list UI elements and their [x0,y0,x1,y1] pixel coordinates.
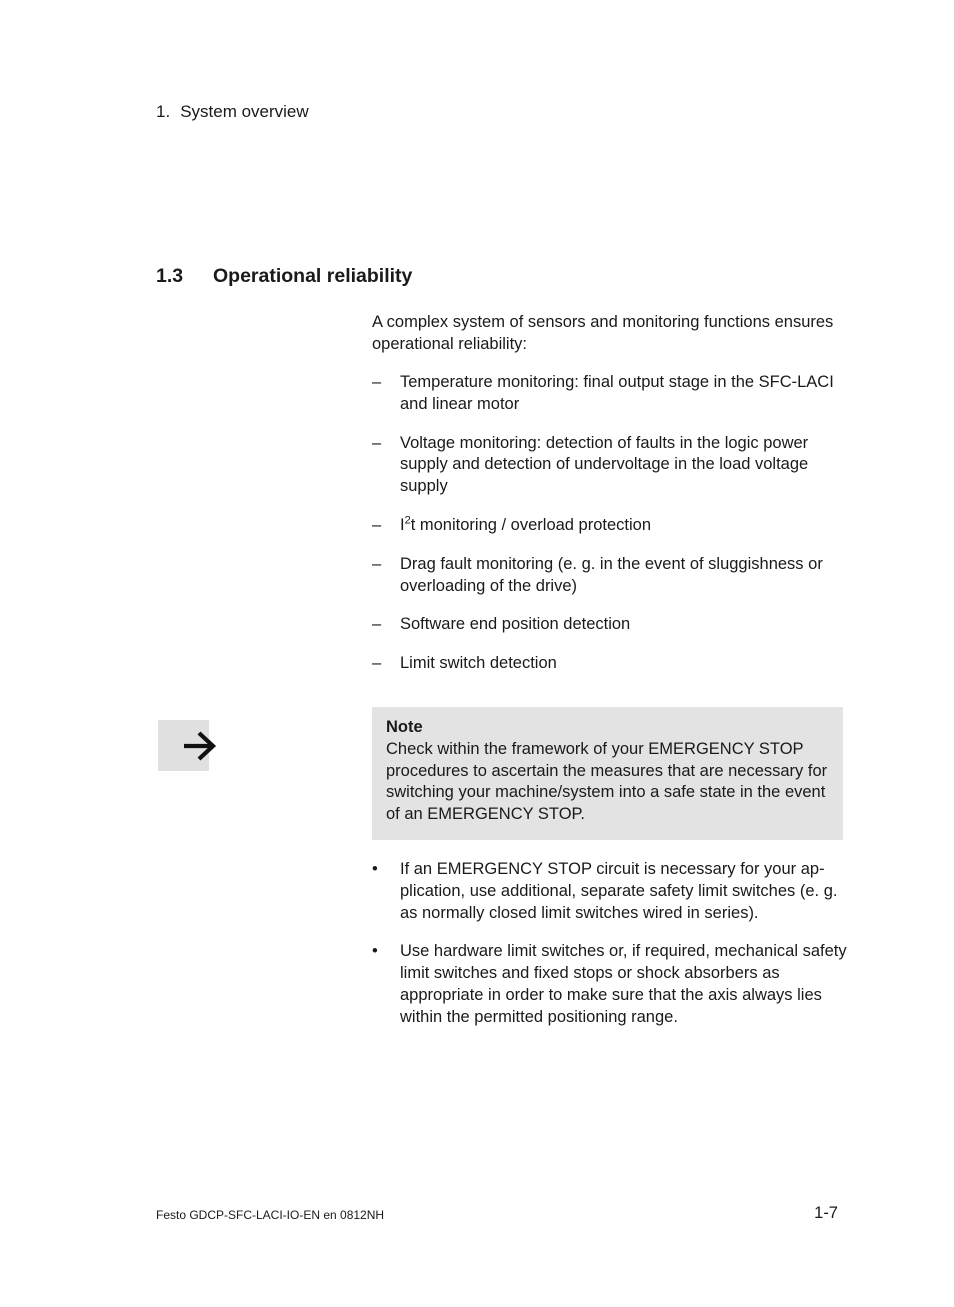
list-item-text [400,516,651,534]
page-number: 1-7 [814,1204,838,1222]
list-item [372,941,847,1028]
bullet-marker: • [372,942,378,961]
list-item-text: Voltage monitoring: detection of faults in the logic power supply and detection of undervoltage in the load voltage supply [400,433,809,496]
list-item [372,372,847,416]
section-title: Operational reliability [213,265,413,287]
list-item [372,859,847,924]
running-header [156,101,309,123]
footer-document-id: Festo GDCP-SFC-LACI-IO-EN en 0812NH [156,1208,385,1222]
chapter-title: System overview [180,102,309,121]
list-item-text: If an EMERGENCY STOP circuit is necessary for your ap-plication, use additional, separate safety limit switches (e. g. as normally closed limit switches wired in series). [400,860,838,922]
dash-marker: – [372,554,382,573]
dash-marker: – [372,373,382,391]
superscript: 2 [404,514,411,527]
note-box [372,707,843,840]
list-item [372,515,847,537]
list-item-text: Temperature monitoring: final output stage in the SFC-LACI and linear motor [400,373,834,413]
list-item-text: Software end position detection [400,615,631,634]
list-item-prefix: I [400,515,405,534]
note-text: Check within the framework of your EMERGENCY STOP procedures to ascertain the measures that are necessary for switching your machine/system into a safe state in the event of an EMERGENCY STOP. [386,739,828,824]
dash-marker: – [372,615,382,634]
dash-marker: – [372,515,382,534]
note-title: Note [386,718,423,736]
list-item-text: Limit switch detection [400,654,557,673]
dash-marker: – [372,433,382,452]
section-number: 1.3 [156,265,184,287]
intro-paragraph: A complex system of sensors and monitoring functions ensures operational reliability: [372,313,834,353]
list-item [372,554,847,598]
section-heading [156,264,412,288]
monitoring-list [372,372,847,692]
list-item-text: Drag fault monitoring (e. g. in the event of sluggishness or overloading of the drive) [400,554,823,595]
bullet-marker: • [372,860,378,878]
note-content [386,717,836,826]
chapter-number: 1. [156,102,171,121]
safety-bullet-list [372,859,847,1046]
note-icon-box [158,720,209,771]
dash-marker: – [372,654,382,673]
list-item [372,433,847,498]
list-item-text: Use hardware limit switches or, if required, mechanical safety limit switches and fixed stops or shock absorbers as appropriate in order to make sure that the axis always lies within the permitted positioning range. [400,942,847,1026]
list-item-suffix: t monitoring / overload protection [410,515,652,534]
list-item [372,653,847,675]
arrow-right-icon [182,726,218,766]
list-item [372,614,847,636]
